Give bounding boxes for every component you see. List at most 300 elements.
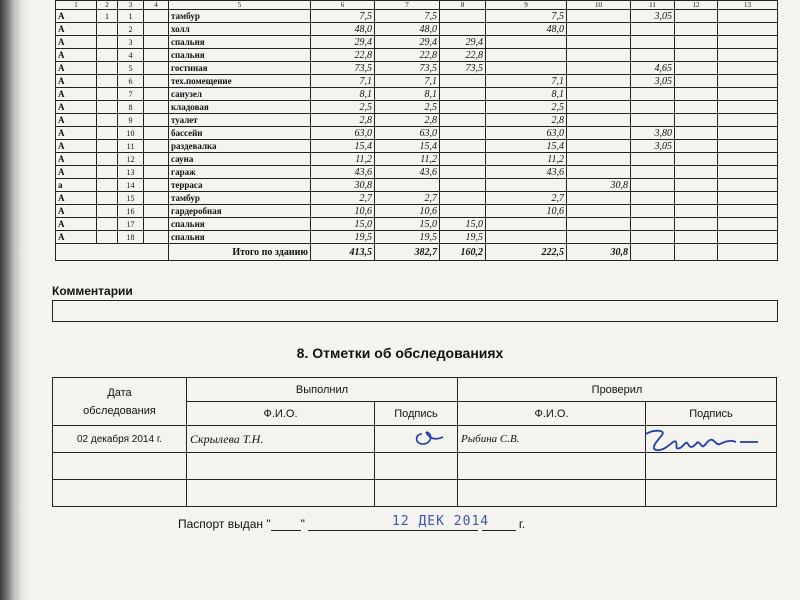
empty-cell xyxy=(675,218,718,231)
empty-cell xyxy=(718,10,778,23)
letter-cell: А xyxy=(56,166,97,179)
room-number-cell: 4 xyxy=(118,49,144,62)
floor-cell xyxy=(97,166,118,179)
auxiliary-area-cell xyxy=(486,49,567,62)
passport-quote: " xyxy=(300,517,305,531)
total-area-cell: 8,1 xyxy=(311,88,375,101)
col-header: 10 xyxy=(567,1,631,10)
empty-cell xyxy=(144,10,169,23)
empty-cell xyxy=(718,205,778,218)
room-row xyxy=(56,192,778,205)
col-header: 9 xyxy=(486,1,567,10)
auxiliary-area-cell xyxy=(486,62,567,75)
empty-cell xyxy=(375,480,458,507)
room-number-cell: 12 xyxy=(118,153,144,166)
total-area-cell: 2,5 xyxy=(311,101,375,114)
room-number-cell: 8 xyxy=(118,101,144,114)
height-cell xyxy=(631,231,675,244)
room-number-cell: 1 xyxy=(118,10,144,23)
room-name-cell: туалет xyxy=(169,114,311,127)
total-label: Итого по зданию xyxy=(169,244,311,261)
rooms-col-header-row xyxy=(56,1,778,10)
empty-cell xyxy=(718,192,778,205)
letter-cell: А xyxy=(56,75,97,88)
room-number-cell: 9 xyxy=(118,114,144,127)
room-name-cell: спальня xyxy=(169,231,311,244)
height-cell xyxy=(631,36,675,49)
room-number-cell: 14 xyxy=(118,179,144,192)
col-header: 2 xyxy=(97,1,118,10)
room-name-cell: кладовая xyxy=(169,101,311,114)
performer-name-cell: Скрылева Т.Н. xyxy=(187,426,375,453)
room-number-cell: 3 xyxy=(118,36,144,49)
empty-cell xyxy=(718,179,778,192)
letter-cell: А xyxy=(56,205,97,218)
col-header: 6 xyxy=(311,1,375,10)
area-cell: 2,5 xyxy=(375,101,440,114)
empty-cell xyxy=(187,480,375,507)
terrace-area-cell xyxy=(567,218,631,231)
total-area-cell: 48,0 xyxy=(311,23,375,36)
empty-cell xyxy=(675,231,718,244)
area-cell: 7,1 xyxy=(375,75,440,88)
passport-label: Паспорт выдан " xyxy=(178,517,271,531)
area-cell: 22,8 xyxy=(375,49,440,62)
room-row xyxy=(56,88,778,101)
living-area-cell: 22,8 xyxy=(440,49,486,62)
floor-cell xyxy=(97,140,118,153)
empty-cell xyxy=(675,88,718,101)
room-name-cell: раздевалка xyxy=(169,140,311,153)
auxiliary-area-cell xyxy=(486,36,567,49)
room-name-cell: бассейн xyxy=(169,127,311,140)
area-cell: 7,5 xyxy=(375,10,440,23)
letter-cell: А xyxy=(56,114,97,127)
terrace-area-cell: 30,8 xyxy=(567,179,631,192)
room-row xyxy=(56,49,778,62)
room-name-cell: холл xyxy=(169,23,311,36)
floor-cell xyxy=(97,231,118,244)
room-name-cell: спальня xyxy=(169,49,311,62)
total-area-cell: 19,5 xyxy=(311,231,375,244)
checker-name-cell: Рыбина С.В. xyxy=(458,426,646,453)
empty-cell xyxy=(718,218,778,231)
terrace-area-cell xyxy=(567,75,631,88)
auxiliary-area-cell: 11,2 xyxy=(486,153,567,166)
empty-cell xyxy=(675,166,718,179)
total-terrace-value: 30,8 xyxy=(567,244,631,261)
terrace-area-cell xyxy=(567,101,631,114)
survey-date-header-line1: Дата xyxy=(107,386,132,399)
letter-cell: А xyxy=(56,36,97,49)
height-cell xyxy=(631,218,675,231)
empty-cell xyxy=(646,480,777,507)
room-name-cell: терраса xyxy=(169,179,311,192)
total-area-cell: 2,8 xyxy=(311,114,375,127)
room-row xyxy=(56,23,778,36)
empty-cell xyxy=(718,153,778,166)
empty-cell xyxy=(718,114,778,127)
auxiliary-area-cell: 63,0 xyxy=(486,127,567,140)
living-area-cell xyxy=(440,101,486,114)
survey-row-empty xyxy=(53,453,777,480)
comments-field xyxy=(52,300,778,322)
floor-cell: 1 xyxy=(97,10,118,23)
empty-cell xyxy=(675,101,718,114)
comments-label: Комментарии xyxy=(52,284,133,298)
auxiliary-area-cell xyxy=(486,179,567,192)
area-cell: 10,6 xyxy=(375,205,440,218)
auxiliary-area-cell: 2,5 xyxy=(486,101,567,114)
empty-cell xyxy=(718,49,778,62)
empty-cell xyxy=(144,23,169,36)
room-row xyxy=(56,101,778,114)
room-name-cell: спальня xyxy=(169,36,311,49)
area-cell: 15,0 xyxy=(375,218,440,231)
total-area-cell: 43,6 xyxy=(311,166,375,179)
height-cell xyxy=(631,101,675,114)
living-area-cell xyxy=(440,127,486,140)
total-area-cell: 10,6 xyxy=(311,205,375,218)
area-cell: 43,6 xyxy=(375,166,440,179)
auxiliary-area-cell: 10,6 xyxy=(486,205,567,218)
empty-cell xyxy=(144,218,169,231)
empty-cell xyxy=(718,101,778,114)
height-cell: 3,05 xyxy=(631,75,675,88)
terrace-area-cell xyxy=(567,49,631,62)
empty-cell xyxy=(718,36,778,49)
letter-cell: А xyxy=(56,49,97,62)
date-stamp: 12 ДЕК 2014 xyxy=(392,514,490,529)
floor-cell xyxy=(97,114,118,127)
room-number-cell: 2 xyxy=(118,23,144,36)
letter-cell: А xyxy=(56,153,97,166)
height-cell xyxy=(631,114,675,127)
room-number-cell: 16 xyxy=(118,205,144,218)
empty-cell xyxy=(718,75,778,88)
floor-cell xyxy=(97,101,118,114)
letter-cell: А xyxy=(56,218,97,231)
total-living-value: 160,2 xyxy=(440,244,486,261)
page-binding-edge xyxy=(0,0,30,600)
floor-cell xyxy=(97,49,118,62)
terrace-area-cell xyxy=(567,10,631,23)
area-cell: 8,1 xyxy=(375,88,440,101)
letter-cell: А xyxy=(56,101,97,114)
terrace-area-cell xyxy=(567,153,631,166)
empty-cell xyxy=(144,205,169,218)
total-area-cell: 2,7 xyxy=(311,192,375,205)
survey-date-header-line2: обследования xyxy=(83,404,156,417)
empty-cell xyxy=(675,153,718,166)
terrace-area-cell xyxy=(567,127,631,140)
empty-cell xyxy=(675,62,718,75)
auxiliary-area-cell: 48,0 xyxy=(486,23,567,36)
auxiliary-area-cell: 43,6 xyxy=(486,166,567,179)
performer-signature-header: Подпись xyxy=(375,402,458,426)
col-header: 7 xyxy=(375,1,440,10)
auxiliary-area-cell: 7,5 xyxy=(486,10,567,23)
empty-cell xyxy=(675,23,718,36)
room-name-cell: тех.помещение xyxy=(169,75,311,88)
empty-cell xyxy=(718,166,778,179)
letter-cell: А xyxy=(56,192,97,205)
letter-cell: А xyxy=(56,231,97,244)
empty-cell xyxy=(718,244,778,261)
floor-cell xyxy=(97,153,118,166)
col-header: 8 xyxy=(440,1,486,10)
empty-cell xyxy=(144,153,169,166)
empty-cell xyxy=(718,23,778,36)
total-area-cell: 29,4 xyxy=(311,36,375,49)
room-number-cell: 11 xyxy=(118,140,144,153)
auxiliary-area-cell: 15,4 xyxy=(486,140,567,153)
living-area-cell: 73,5 xyxy=(440,62,486,75)
height-cell xyxy=(631,192,675,205)
terrace-area-cell xyxy=(567,36,631,49)
empty-cell xyxy=(675,114,718,127)
room-row xyxy=(56,75,778,88)
terrace-area-cell xyxy=(567,23,631,36)
area-cell: 29,4 xyxy=(375,36,440,49)
empty-cell xyxy=(646,453,777,480)
total-area-value: 413,5 xyxy=(311,244,375,261)
checked-header: Проверил xyxy=(458,378,777,402)
empty-cell xyxy=(144,192,169,205)
total-area-cell: 15,0 xyxy=(311,218,375,231)
living-area-cell xyxy=(440,10,486,23)
floor-cell xyxy=(97,218,118,231)
col-header: 1 xyxy=(56,1,97,10)
room-name-cell: санузел xyxy=(169,88,311,101)
room-name-cell: гараж xyxy=(169,166,311,179)
height-cell xyxy=(631,153,675,166)
empty-cell xyxy=(144,140,169,153)
performed-header: Выполнил xyxy=(187,378,458,402)
room-row xyxy=(56,10,778,23)
room-row xyxy=(56,153,778,166)
performer-fio-header: Ф.И.О. xyxy=(187,402,375,426)
floor-cell xyxy=(97,36,118,49)
empty-cell xyxy=(718,231,778,244)
empty-cell xyxy=(675,36,718,49)
living-area-cell xyxy=(440,205,486,218)
area-cell: 2,8 xyxy=(375,114,440,127)
terrace-area-cell xyxy=(567,166,631,179)
room-row xyxy=(56,179,778,192)
auxiliary-area-cell xyxy=(486,218,567,231)
empty-cell xyxy=(718,140,778,153)
room-number-cell: 10 xyxy=(118,127,144,140)
floor-cell xyxy=(97,192,118,205)
total-area-cell: 11,2 xyxy=(311,153,375,166)
room-row xyxy=(56,166,778,179)
floor-cell xyxy=(97,23,118,36)
auxiliary-area-cell: 2,8 xyxy=(486,114,567,127)
living-area-cell xyxy=(440,153,486,166)
col-header: 5 xyxy=(169,1,311,10)
height-cell xyxy=(631,205,675,218)
room-row xyxy=(56,218,778,231)
empty-cell xyxy=(144,49,169,62)
height-cell xyxy=(631,179,675,192)
empty-cell xyxy=(675,10,718,23)
letter-cell: А xyxy=(56,62,97,75)
empty-cell xyxy=(56,244,169,261)
living-area-cell xyxy=(440,192,486,205)
empty-cell xyxy=(631,244,675,261)
col-header: 11 xyxy=(631,1,675,10)
total-area-cell: 7,5 xyxy=(311,10,375,23)
room-number-cell: 18 xyxy=(118,231,144,244)
height-cell: 3,05 xyxy=(631,140,675,153)
room-row xyxy=(56,114,778,127)
terrace-area-cell xyxy=(567,231,631,244)
auxiliary-area-cell: 8,1 xyxy=(486,88,567,101)
checker-signature-mark xyxy=(640,426,768,456)
empty-cell xyxy=(53,480,187,507)
room-name-cell: тамбур xyxy=(169,192,311,205)
survey-date-header xyxy=(53,378,187,426)
letter-cell: А xyxy=(56,140,97,153)
rooms-table xyxy=(55,0,778,261)
floor-cell xyxy=(97,62,118,75)
survey-row-empty xyxy=(53,480,777,507)
room-name-cell: сауна xyxy=(169,153,311,166)
empty-cell xyxy=(675,244,718,261)
passport-day-blank xyxy=(271,530,301,531)
letter-cell: А xyxy=(56,127,97,140)
room-number-cell: 15 xyxy=(118,192,144,205)
height-cell xyxy=(631,88,675,101)
floor-cell xyxy=(97,75,118,88)
letter-cell: А xyxy=(56,10,97,23)
terrace-area-cell xyxy=(567,192,631,205)
room-number-cell: 17 xyxy=(118,218,144,231)
letter-cell: А xyxy=(56,88,97,101)
total-area-cell: 15,4 xyxy=(311,140,375,153)
empty-cell xyxy=(144,36,169,49)
area-cell: 48,0 xyxy=(375,23,440,36)
terrace-area-cell xyxy=(567,114,631,127)
survey-date-cell: 02 декабря 2014 г. xyxy=(53,426,187,453)
empty-cell xyxy=(458,480,646,507)
auxiliary-area-cell: 7,1 xyxy=(486,75,567,88)
total-value: 382,7 xyxy=(375,244,440,261)
empty-cell xyxy=(675,75,718,88)
height-cell xyxy=(631,49,675,62)
empty-cell xyxy=(675,179,718,192)
letter-cell: А xyxy=(56,23,97,36)
empty-cell xyxy=(144,101,169,114)
room-name-cell: гардеробная xyxy=(169,205,311,218)
empty-cell xyxy=(675,49,718,62)
height-cell xyxy=(631,23,675,36)
empty-cell xyxy=(187,453,375,480)
room-name-cell: спальня xyxy=(169,218,311,231)
area-cell: 11,2 xyxy=(375,153,440,166)
room-name-cell: тамбур xyxy=(169,10,311,23)
living-area-cell xyxy=(440,23,486,36)
empty-cell xyxy=(144,75,169,88)
total-area-cell: 30,8 xyxy=(311,179,375,192)
area-cell: 2,7 xyxy=(375,192,440,205)
empty-cell xyxy=(718,127,778,140)
room-row xyxy=(56,62,778,75)
room-number-cell: 5 xyxy=(118,62,144,75)
total-area-cell: 63,0 xyxy=(311,127,375,140)
empty-cell xyxy=(675,140,718,153)
living-area-cell xyxy=(440,179,486,192)
floor-cell xyxy=(97,127,118,140)
living-area-cell xyxy=(440,88,486,101)
total-row xyxy=(56,244,778,261)
section-title: 8. Отметки об обследованиях xyxy=(296,345,504,361)
living-area-cell xyxy=(440,114,486,127)
empty-cell xyxy=(375,453,458,480)
empty-cell xyxy=(144,231,169,244)
living-area-cell xyxy=(440,140,486,153)
col-header: 13 xyxy=(718,1,778,10)
col-header: 12 xyxy=(675,1,718,10)
terrace-area-cell xyxy=(567,140,631,153)
living-area-cell: 19,5 xyxy=(440,231,486,244)
empty-cell xyxy=(144,127,169,140)
area-cell xyxy=(375,179,440,192)
checker-fio-header: Ф.И.О. xyxy=(458,402,646,426)
checker-signature-header: Подпись xyxy=(646,402,777,426)
floor-cell xyxy=(97,205,118,218)
room-number-cell: 6 xyxy=(118,75,144,88)
auxiliary-area-cell xyxy=(486,231,567,244)
area-cell: 73,5 xyxy=(375,62,440,75)
area-cell: 63,0 xyxy=(375,127,440,140)
terrace-area-cell xyxy=(567,62,631,75)
empty-cell xyxy=(675,127,718,140)
room-row xyxy=(56,36,778,49)
letter-cell: а xyxy=(56,179,97,192)
room-row xyxy=(56,140,778,153)
room-number-cell: 7 xyxy=(118,88,144,101)
floor-cell xyxy=(97,179,118,192)
room-row xyxy=(56,205,778,218)
room-name-cell: гостиная xyxy=(169,62,311,75)
floor-cell xyxy=(97,88,118,101)
total-auxiliary-value: 222,5 xyxy=(486,244,567,261)
empty-cell xyxy=(458,453,646,480)
room-row xyxy=(56,127,778,140)
area-cell: 19,5 xyxy=(375,231,440,244)
passport-month-blank xyxy=(308,530,478,531)
total-area-cell: 7,1 xyxy=(311,75,375,88)
auxiliary-area-cell: 2,7 xyxy=(486,192,567,205)
performer-signature-mark xyxy=(410,424,446,448)
empty-cell xyxy=(718,88,778,101)
living-area-cell: 29,4 xyxy=(440,36,486,49)
terrace-area-cell xyxy=(567,88,631,101)
empty-cell xyxy=(53,453,187,480)
empty-cell xyxy=(144,179,169,192)
living-area-cell: 15,0 xyxy=(440,218,486,231)
empty-cell xyxy=(144,62,169,75)
total-area-cell: 22,8 xyxy=(311,49,375,62)
empty-cell xyxy=(144,114,169,127)
empty-cell xyxy=(144,166,169,179)
col-header: 3 xyxy=(118,1,144,10)
empty-cell xyxy=(675,192,718,205)
height-cell: 4,65 xyxy=(631,62,675,75)
height-cell xyxy=(631,166,675,179)
